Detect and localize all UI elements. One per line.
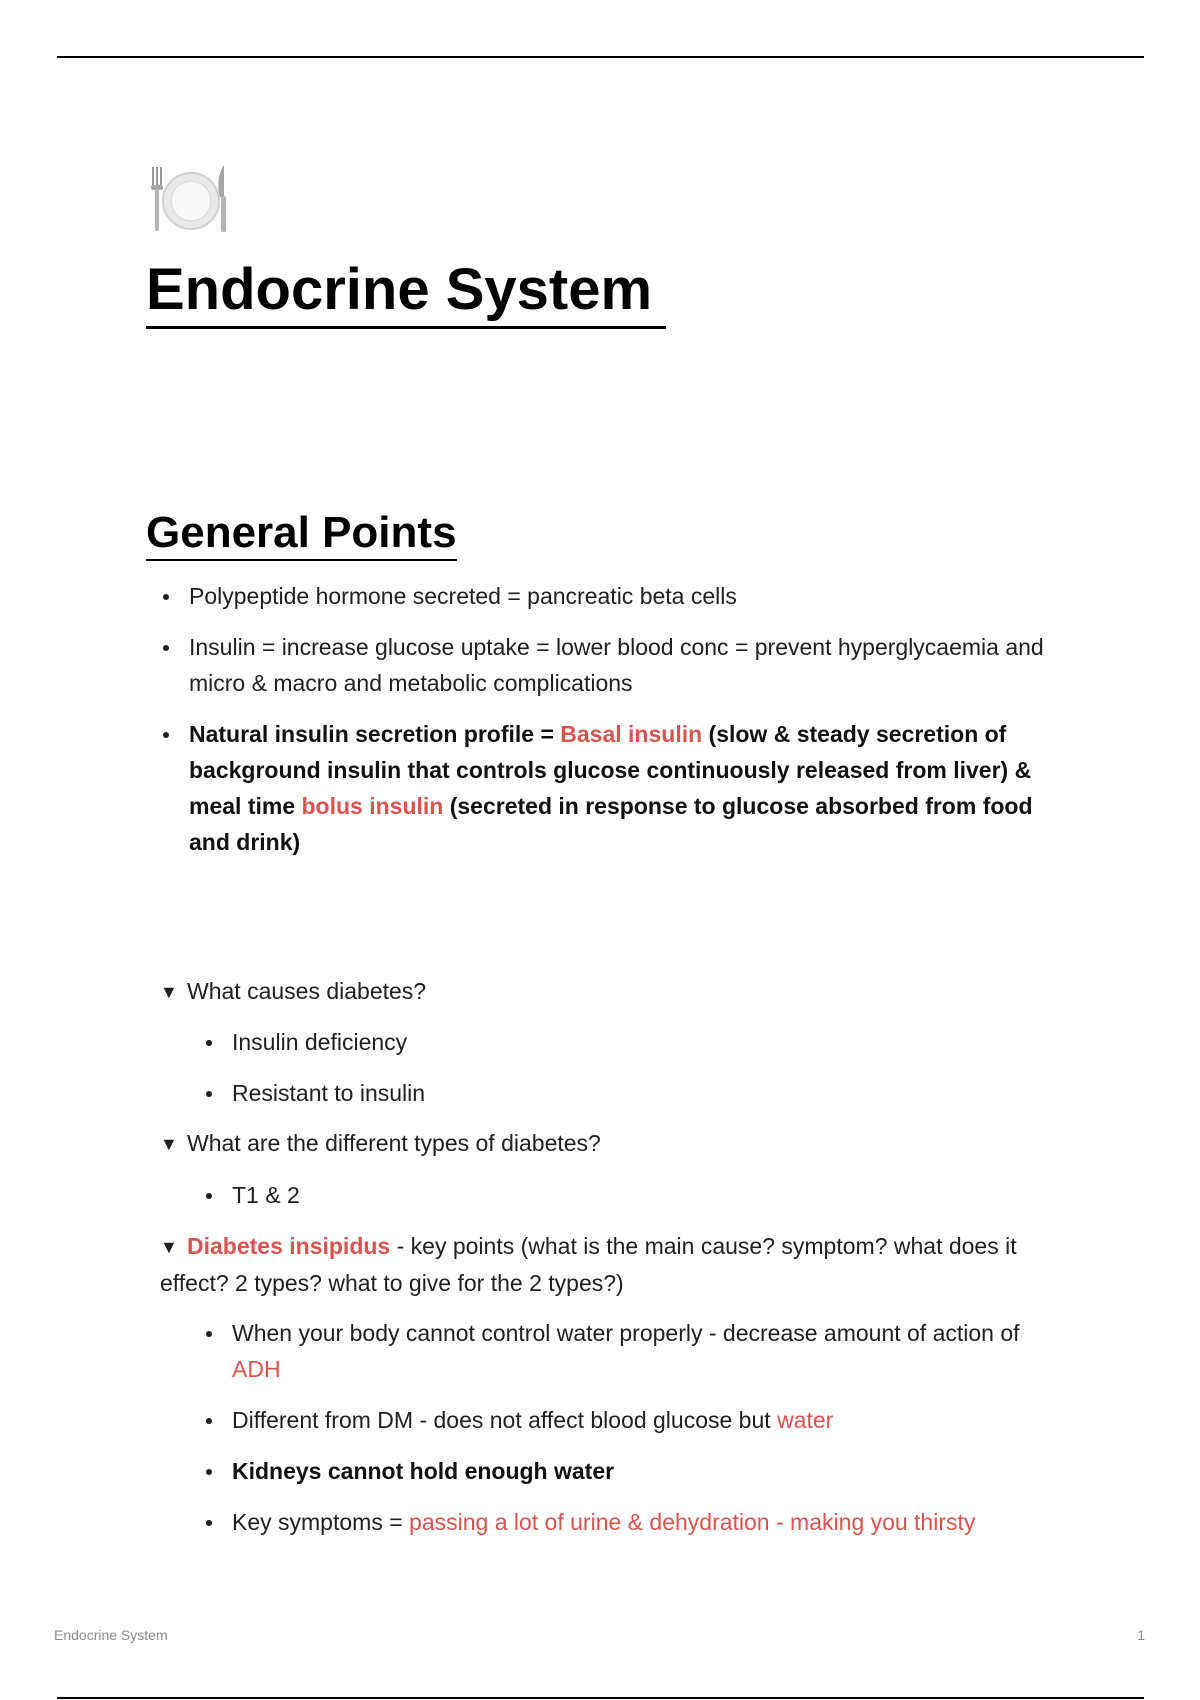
list-item: When your body cannot control water properly - decrease amount of action of ADH — [203, 1315, 1063, 1387]
section-heading-general-points: General Points — [146, 508, 457, 561]
toggle-types-of-diabetes[interactable]: ▼ What are the different types of diabetes? — [160, 1125, 1060, 1162]
toggle-triangle-icon[interactable]: ▼ — [160, 1237, 178, 1257]
toggle-2-list — [203, 1177, 1063, 1228]
toggle-triangle-icon[interactable]: ▼ — [160, 982, 178, 1002]
list-item: Resistant to insulin — [203, 1075, 1063, 1111]
list-item: Polypeptide hormone secreted = pancreatic beta cells — [160, 578, 1060, 614]
list-item: Insulin = increase glucose uptake = lower blood conc = prevent hyperglycaemia and micro & macro and metabolic complications — [160, 629, 1060, 701]
list-item: T1 & 2 — [203, 1177, 1063, 1213]
toggle-what-causes-diabetes[interactable]: ▼ What causes diabetes? — [160, 973, 1060, 1010]
page-title: Endocrine System — [146, 258, 666, 329]
list-item: Natural insulin secretion profile = Basal insulin (slow & steady secretion of background insulin that controls glucose continuously released from liver) & meal time bolus insulin (secreted in response to glucose absorbed from food and drink) — [160, 716, 1060, 860]
bottom-rule — [57, 1697, 1144, 1699]
toggle-diabetes-insipidus[interactable]: ▼ Diabetes insipidus - key points (what is the main cause? symptom? what does it effect? 2 types? what to give for the 2 types?) — [160, 1228, 1060, 1301]
general-points-list — [160, 578, 1060, 875]
top-rule — [57, 56, 1144, 58]
list-item: Different from DM - does not affect blood glucose but water — [203, 1402, 1063, 1438]
list-item: Insulin deficiency — [203, 1024, 1063, 1060]
plate-with-cutlery-icon — [146, 163, 234, 235]
list-item: Key symptoms = passing a lot of urine & dehydration - making you thirsty — [203, 1504, 1063, 1540]
footer-document-title: Endocrine System — [54, 1627, 168, 1643]
toggle-triangle-icon[interactable]: ▼ — [160, 1134, 178, 1154]
toggle-1-list — [203, 1024, 1063, 1126]
toggle-3-list — [203, 1315, 1063, 1555]
list-item: Kidneys cannot hold enough water — [203, 1453, 1063, 1489]
footer-page-number: 1 — [1137, 1627, 1145, 1643]
